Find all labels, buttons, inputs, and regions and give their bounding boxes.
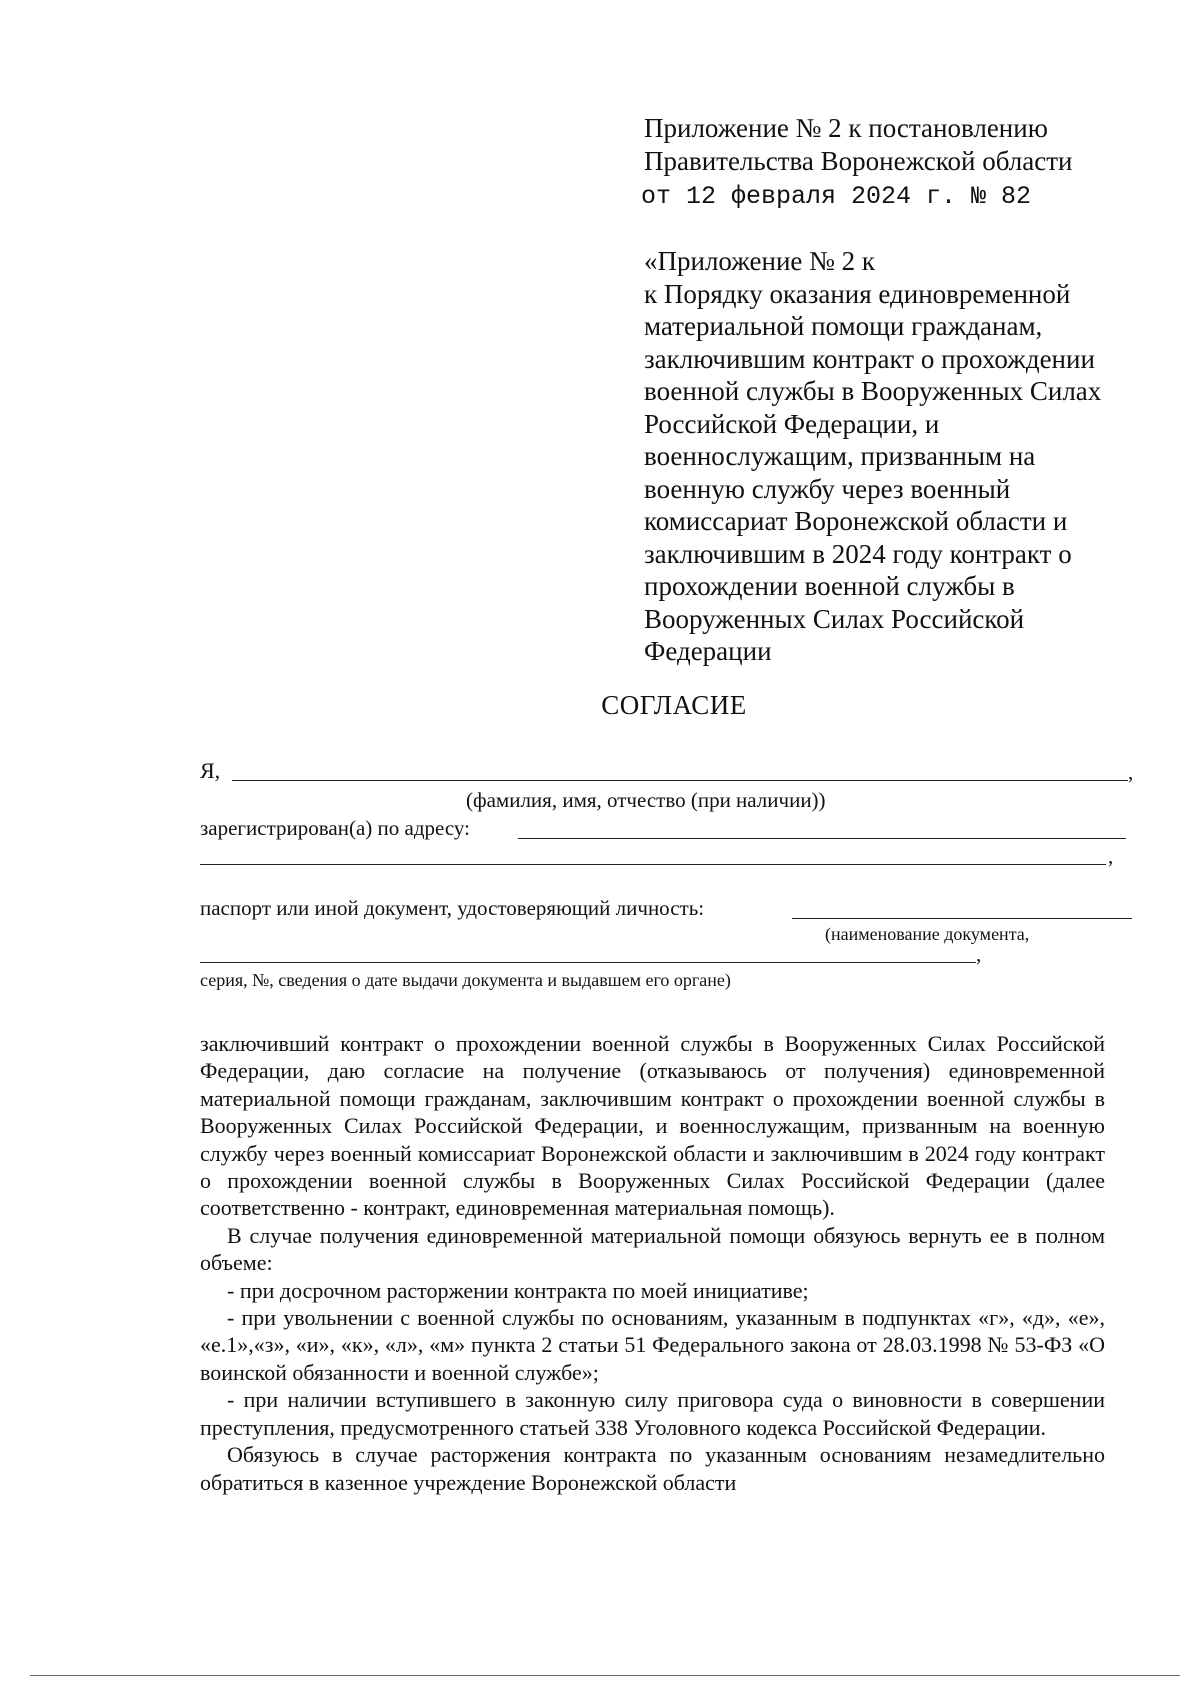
annex-line: Вооруженных Силах Российской bbox=[644, 603, 1025, 634]
annex-line: Федерации bbox=[644, 636, 772, 666]
annex-line: Российской Федерации, и bbox=[644, 408, 940, 439]
document-details-field[interactable] bbox=[200, 962, 976, 963]
address-label: зарегистрирован(а) по адресу: bbox=[200, 816, 470, 840]
document-title: СОГЛАСИЕ bbox=[601, 690, 747, 720]
body-paragraph: заключивший контракт о прохождении военной службы в Вооруженных Силах Российской Федерации, даю согласие на получение (отказываюсь от получения) единовременной материальной помощи гражданам, заключившим контракт о прохождении военной службы в Вооруженных Силах Российской Федерации, и военнослужащим, призванным на военную службу через военный комиссариат Воронежской области и заключившим в 2024 году контракт о прохождении военной службы в Вооруженных Силах Российской Федерации (далее соответственно - контракт, единовременная материальная помощь). bbox=[200, 1031, 1105, 1221]
address-field-continuation[interactable] bbox=[200, 864, 1106, 865]
annex-line: материальной помощи гражданам, bbox=[644, 311, 1043, 341]
resolution-header bbox=[641, 112, 1124, 213]
annex-line: «Приложение № 2 к bbox=[644, 246, 876, 276]
annex-line: заключившим в 2024 году контракт о bbox=[644, 538, 1072, 569]
annex-line: комиссариат Воронежской области и bbox=[644, 506, 1068, 536]
passport-label: паспорт или иной документ, удостоверяющий личность: bbox=[200, 896, 705, 920]
address-field[interactable] bbox=[518, 838, 1126, 839]
annex-line: заключившим контракт о прохождении bbox=[644, 343, 1095, 374]
annex-line: военной службы в Вооруженных Силах bbox=[644, 376, 1102, 406]
annex-line: военнослужащим, призванным на bbox=[644, 441, 1036, 471]
comma: , bbox=[1108, 844, 1114, 868]
body-list-item: - при увольнении с военной службы по основаниям, указанным в подпунктах «г», «д», «е», «е.1»,«з», «и», «к», «л», «м» пункта 2 статьи 51 Федерального закона от 28.03.1998 № 53-ФЗ «О воинской обязанности и военной службе»; bbox=[200, 1305, 1105, 1385]
annex-line: прохождении военной службы в bbox=[644, 571, 1015, 601]
consent-body bbox=[200, 1030, 1105, 1496]
annex-line: военную службу через военный bbox=[644, 473, 1011, 504]
document-details-hint: серия, №, сведения о дате выдачи документа и выдавшем его органе) bbox=[200, 970, 731, 990]
body-list-item: - при наличии вступившего в законную силу приговора суда о виновности в совершении преступления, предусмотренного статьей 338 Уголовного кодекса Российской Федерации. bbox=[200, 1387, 1105, 1440]
fio-field[interactable] bbox=[232, 780, 1128, 781]
body-paragraph: В случае получения единовременной материальной помощи обязуюсь вернуть ее в полном объеме: bbox=[200, 1222, 1105, 1276]
ya-label: Я, bbox=[200, 758, 221, 783]
body-list-item: - при досрочном расторжении контракта по моей инициативе; bbox=[227, 1277, 809, 1303]
body-paragraph: Обязуюсь в случае расторжения контракта по указанным основаниям незамедлительно обратиться в казенное учреждение Воронежской области bbox=[200, 1442, 1105, 1495]
header-line-2: Правительства Воронежской области bbox=[644, 146, 1073, 176]
annex-line: к Порядку оказания единовременной bbox=[644, 278, 1071, 309]
header-line-1: Приложение № 2 к постановлению bbox=[644, 113, 1048, 143]
document-name-field[interactable] bbox=[792, 918, 1132, 919]
annex-reference bbox=[644, 245, 1124, 668]
page-bottom-rule bbox=[30, 1675, 1180, 1676]
header-date-line: от 12 февраля 2024 г. № 82 bbox=[641, 182, 1032, 211]
comma: , bbox=[976, 942, 982, 966]
fio-hint: (фамилия, имя, отчество (при наличии)) bbox=[466, 788, 826, 812]
document-name-hint: (наименование документа, bbox=[825, 924, 1030, 944]
comma: , bbox=[1128, 760, 1134, 784]
